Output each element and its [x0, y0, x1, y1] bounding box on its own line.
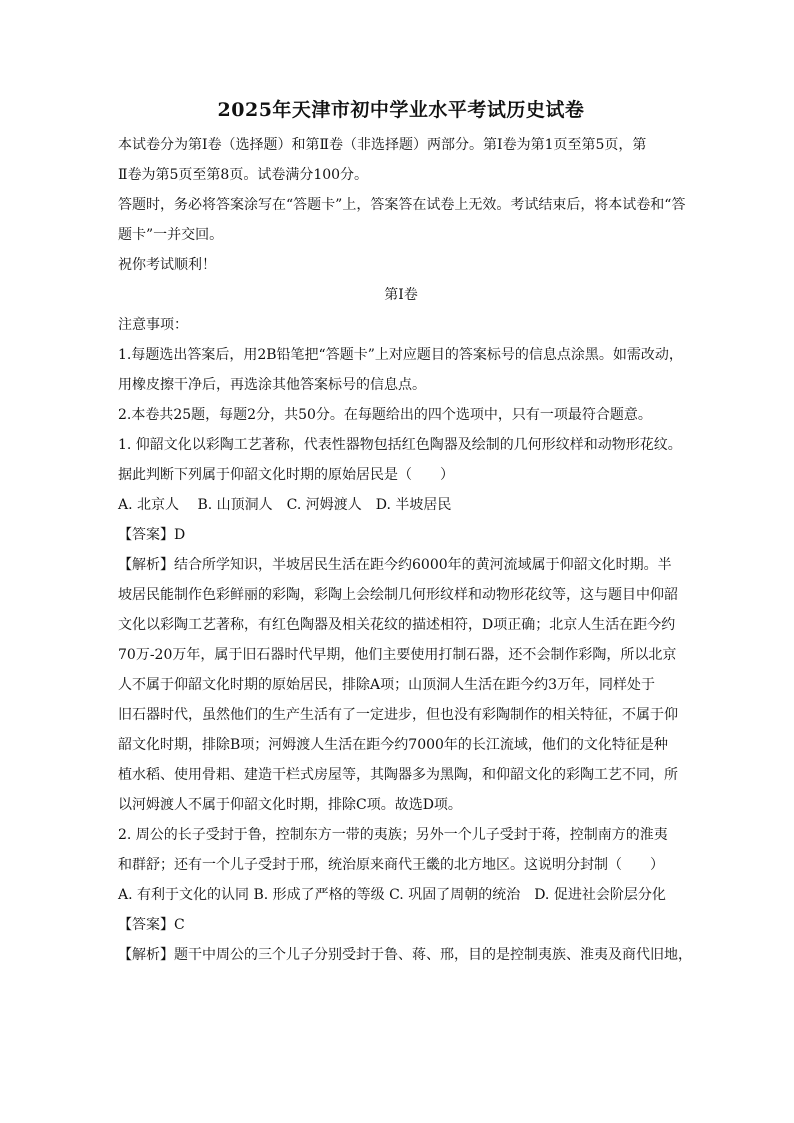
q1-analysis-line-1: 【解析】结合所学知识，半坡居民生活在距今约6000年的黄河流域属于仰韶文化时期。半: [118, 557, 672, 573]
q1-stem-line-1: 1. 仰韶文化以彩陶工艺著称，代表性器物包括红色陶器及绘制的几何形纹样和动物形花纹。: [118, 437, 682, 453]
q1-analysis-line-9: 以河姆渡人不属于仰韶文化时期，排除C项。故选D项。: [118, 797, 462, 813]
q1-analysis-line-8: 植水稻、使用骨耜、建造干栏式房屋等，其陶器多为黑陶，和仰韶文化的彩陶工艺不同，所: [118, 767, 678, 783]
notice-title: 注意事项：: [118, 317, 188, 333]
notice-1-line-1: 1.每题选出答案后，用2B铅笔把“答题卡”上对应题目的答案标号的信息点涂黑。如需改动，: [118, 347, 683, 363]
q1-analysis-line-4: 70万-20万年，属于旧石器时代早期，他们主要使用打制石器，还不会制作彩陶，所以北京: [118, 647, 677, 663]
notice-1-line-2: 用橡皮擦干净后，再选涂其他答案标号的信息点。: [118, 377, 426, 393]
q1-stem-line-2: 据此判断下列属于仰韶文化时期的原始居民是（ ）: [118, 467, 454, 483]
exam-title: 2025年天津市初中学业水平考试历史试卷: [217, 99, 585, 121]
q2-stem-line-2: 和群舒；还有一个儿子受封于邢，统治原来商代王畿的北方地区。这说明分封制（ ）: [118, 857, 664, 873]
notice-2: 2.本卷共25题，每题2分，共50分。在每题给出的四个选项中，只有一项最符合题意。: [118, 407, 652, 423]
q1-analysis-line-5: 人不属于仰韶文化时期的原始居民，排除A项；山顶洞人生活在距今约3万年，同样处于: [118, 677, 656, 693]
q1-answer: 【答案】D: [118, 527, 186, 543]
q2-answer: 【答案】C: [118, 917, 185, 933]
q1-analysis-line-7: 韶文化时期，排除B项；河姆渡人生活在距今约7000年的长江流域，他们的文化特征是种: [118, 737, 668, 753]
q2-analysis-line-1: 【解析】题干中周公的三个儿子分别受封于鲁、蒋、邢，目的是控制夷族、淮夷及商代旧地，: [118, 947, 692, 963]
intro-line-2: Ⅱ卷为第5页至第8页。试卷满分100分。: [118, 167, 369, 183]
exam-page: [118, 96, 692, 970]
q1-analysis-line-3: 文化以彩陶工艺著称，有红色陶器及相关花纹的描述相符，D项正确；北京人生活在距今约: [118, 617, 676, 633]
section-title: 第Ⅰ卷: [384, 287, 418, 303]
q1-analysis-line-6: 旧石器时代，虽然他们的生产生活有了一定进步，但也没有彩陶制作的相关特征，不属于仰: [118, 707, 678, 723]
q1-analysis-line-2: 坡居民能制作色彩鲜丽的彩陶，彩陶上会绘制几何形纹样和动物形花纹等，这与题目中仰韶: [118, 587, 678, 603]
q2-stem-line-1: 2. 周公的长子受封于鲁，控制东方一带的夷族；另外一个儿子受封于蒋，控制南方的淮夷: [118, 827, 668, 843]
intro-line-4: 题卡”一并交回。: [118, 227, 224, 243]
intro-line-1: 本试卷分为第Ⅰ卷（选择题）和第Ⅱ卷（非选择题）两部分。第Ⅰ卷为第1页至第5页，第: [118, 137, 647, 153]
intro-line-5: 祝你考试顺利！: [118, 257, 216, 273]
q2-options: A. 有利于文化的认同 B. 形成了严格的等级 C. 巩固了周朝的统治 D. 促进社会阶层分化: [118, 887, 666, 903]
intro-line-3: 答题时，务必将答案涂写在“答题卡”上，答案答在试卷上无效。考试结束后，将本试卷和“答: [118, 197, 686, 213]
q1-options: A. 北京人 B. 山顶洞人 C. 河姆渡人 D. 半坡居民: [118, 497, 452, 513]
